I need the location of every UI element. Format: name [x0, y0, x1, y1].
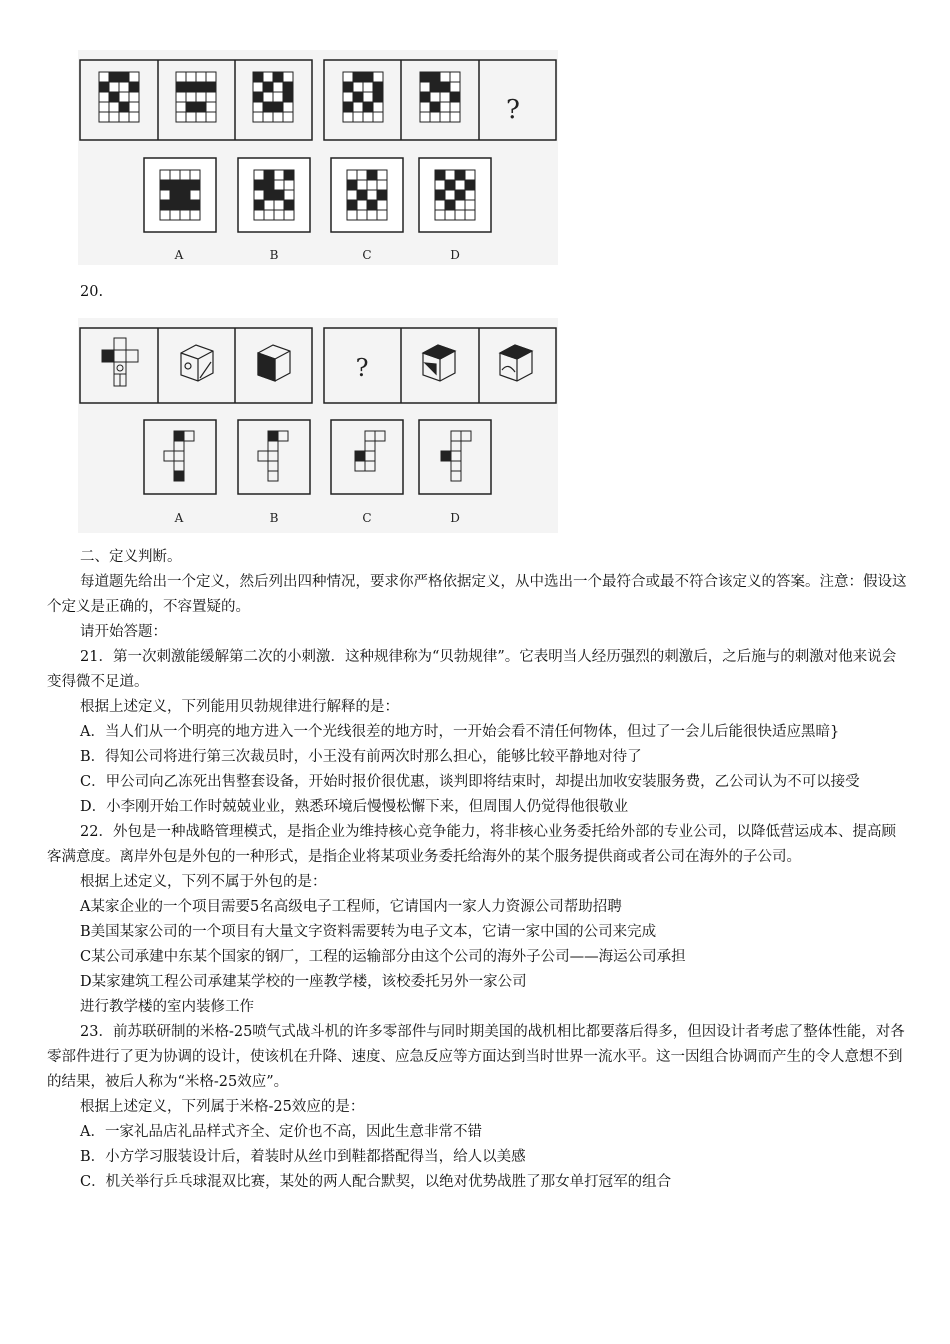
- question-22: 22．外包是一种战略管理模式，是指企业为维持核心竞争能力，将非核心业务委托给外部的专业公司，以降低营运成本、提高顾客满意度。离岸外包是外包的一种形式，是指企业将某项业务委托给海外的某个服务提供商或者公司在海外的子公司。: [47, 824, 896, 865]
- cube-net-icon: [102, 338, 138, 386]
- figure2-sequence-row: [80, 328, 556, 403]
- figure1-sequence-row: [80, 60, 556, 140]
- cube-icon: [423, 345, 455, 381]
- figure2-option-label-d: D: [450, 511, 460, 525]
- net-option-d-icon: [441, 431, 471, 481]
- figure2-option-label-a: A: [174, 511, 184, 525]
- question-22-option-a: A某家企业的一个项目需要5名高级电子工程师，它请国内一家人力资源公司帮助招聘: [80, 899, 622, 915]
- question-23-option-a: A．一家礼品店礼品样式齐全、定价也不高，因此生意非常不错: [80, 1124, 482, 1140]
- option-grid-b: [254, 170, 294, 220]
- option-grid-a: [160, 170, 200, 220]
- question-21-option-b: B．得知公司将进行第三次裁员时，小王没有前两次时那么担心，能够比较平静地对待了: [80, 749, 642, 765]
- question-22-option-d-continued: 进行教学楼的室内装修工作: [80, 999, 254, 1015]
- question-21-prompt: 根据上述定义，下列能用贝勃规律进行解释的是：: [80, 699, 399, 715]
- figure2-options-row: [144, 420, 491, 494]
- start-prompt: 请开始答题：: [80, 624, 167, 640]
- net-option-a-icon: [164, 431, 194, 481]
- document-body: [47, 545, 907, 1195]
- figure1-option-label-c: C: [362, 248, 372, 262]
- figure1-option-label-a: A: [174, 248, 184, 262]
- cube-icon: [258, 345, 290, 381]
- question-23: 23．前苏联研制的米格-25喷气式战斗机的许多零部件与同时期美国的战机相比都要落后得多，但因设计者考虑了整体性能，对各零部件进行了更为协调的设计，使该机在升降、速度、应急反应等方面达到当时世界一流水平。这一因组合协调而产生的令人意想不到的结果，被后人称为“米格-25效应”。: [47, 1024, 905, 1090]
- figure1-option-label-b: B: [269, 248, 279, 262]
- figure-cube-puzzle: [78, 318, 558, 533]
- figure1-question-mark: ?: [506, 95, 520, 125]
- cube-icon: [181, 345, 213, 381]
- net-option-c-icon: [355, 431, 385, 471]
- figure2-option-label-b: B: [269, 511, 279, 525]
- figure1-option-label-d: D: [450, 248, 460, 262]
- question-23-prompt: 根据上述定义，下列属于米格-25效应的是：: [80, 1099, 365, 1115]
- pattern-grid-1: [99, 72, 139, 122]
- question-21-option-c: C．甲公司向乙冻死出售整套设备，开始时报价很优惠，谈判即将结束时，却提出加收安装服务费，乙公司认为不可以接受: [80, 774, 860, 790]
- question-21-option-a: A．当人们从一个明亮的地方进入一个光线很差的地方时，一开始会看不清任何物体，但过了一会儿后能很快适应黑暗}: [80, 724, 840, 740]
- section-instructions: 每道题先给出一个定义，然后列出四种情况，要求你严格依据定义，从中选出一个最符合或最不符合该定义的答案。注意：假设这个定义是正确的，不容置疑的。: [47, 574, 907, 615]
- net-option-b-icon: [258, 431, 288, 481]
- option-grid-d: [435, 170, 475, 220]
- question-22-option-c: C某公司承建中东某个国家的钢厂，工程的运输部分由这个公司的海外子公司——海运公司承担: [80, 949, 686, 965]
- figure-grid-puzzle: [78, 50, 558, 265]
- pattern-grid-4: [343, 72, 383, 122]
- cube-icon: [500, 345, 532, 381]
- question-21: 21．第一次刺激能缓解第二次的小刺激．这种规律称为“贝勃规律”。它表明当人经历强烈的刺激后，之后施与的刺激对他来说会变得微不足道。: [47, 649, 897, 690]
- option-grid-c: [347, 170, 387, 220]
- question-22-option-b: B美国某家公司的一个项目有大量文字资料需要转为电子文本，它请一家中国的公司来完成: [80, 924, 657, 940]
- question-22-option-d: D某家建筑工程公司承建某学校的一座教学楼，该校委托另外一家公司: [80, 974, 527, 990]
- pattern-grid-5: [420, 72, 460, 122]
- figure2-question-mark: ?: [355, 354, 369, 382]
- question-22-prompt: 根据上述定义，下列不属于外包的是：: [80, 874, 327, 890]
- question-21-option-d: D．小李刚开始工作时兢兢业业，熟悉环境后慢慢松懈下来，但周围人仍觉得他很敬业: [80, 799, 629, 815]
- question-23-option-c: C．机关举行乒乓球混双比赛，某处的两人配合默契，以绝对优势战胜了那女单打冠军的组合: [80, 1174, 672, 1190]
- question-23-option-b: B．小方学习服装设计后，着装时从丝巾到鞋都搭配得当，给人以美感: [80, 1149, 526, 1165]
- figure1-options-row: [144, 158, 491, 232]
- pattern-grid-3: [253, 72, 293, 122]
- question-20-number: 20.: [80, 284, 104, 300]
- figure2-option-label-c: C: [362, 511, 372, 525]
- section-title: 二、定义判断。: [80, 549, 182, 565]
- pattern-grid-2: [176, 72, 216, 122]
